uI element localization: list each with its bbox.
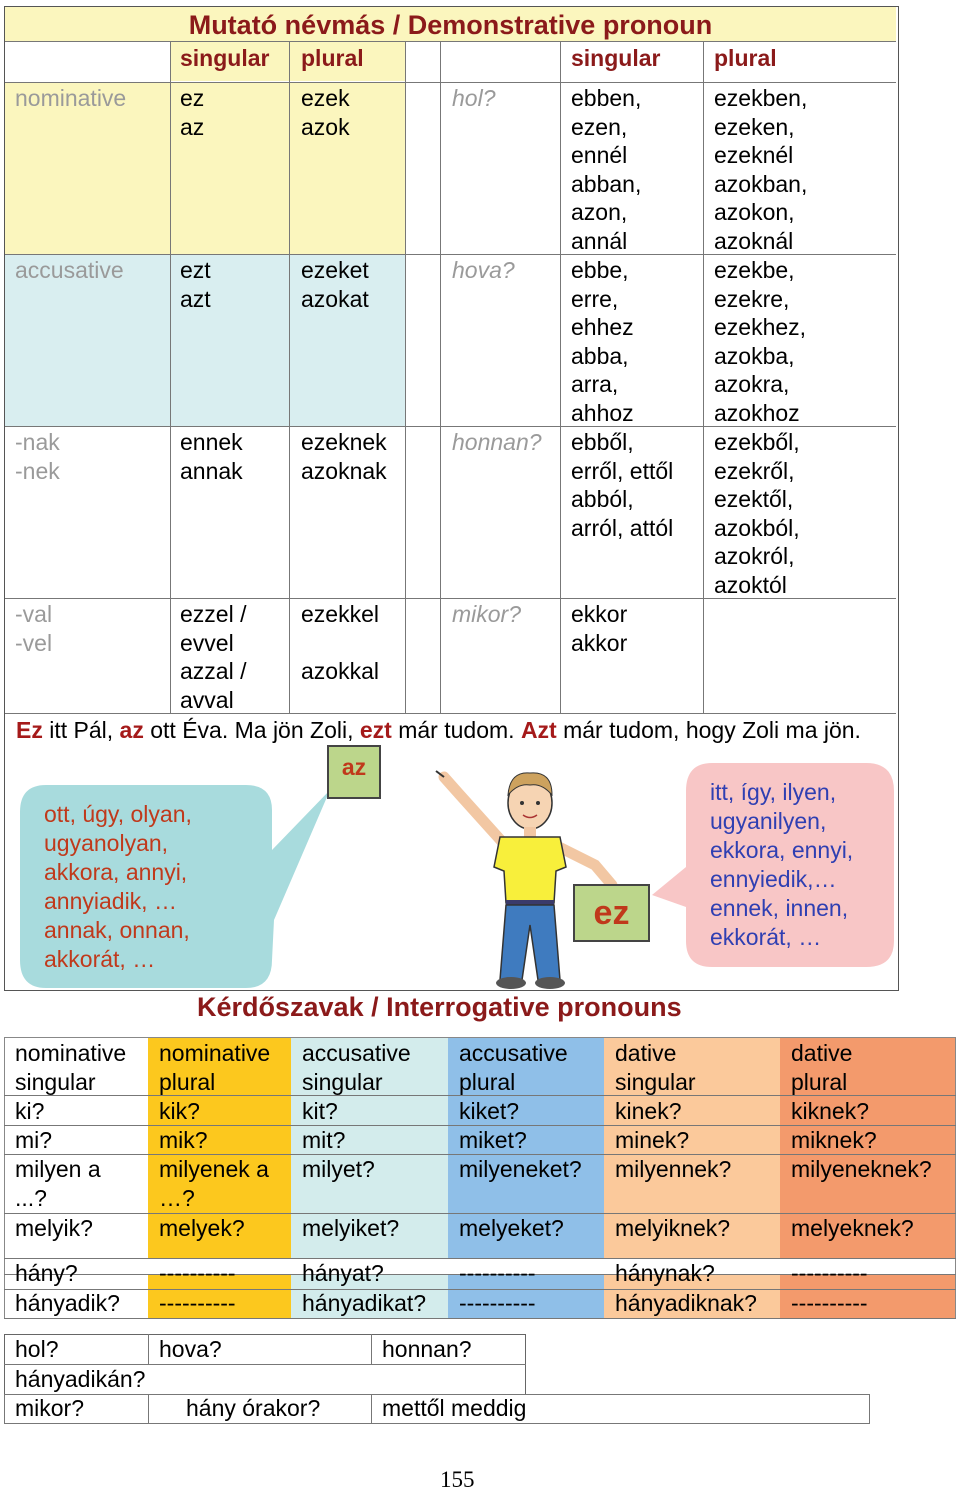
cell-milyennek: milyennek? [615,1156,732,1182]
col-header-nominative-plural: nominative plural [159,1040,271,1095]
place-time-table [4,1334,869,1424]
adverb-plural-hova: ezekbe, ezekre, ezekhez, azokba, azokra, azokhoz [714,257,807,426]
adverb-singular-mikor: ekkor akkor [571,601,628,656]
ez-tag-label: ez [593,894,630,932]
interrogative-title: Kérdőszavak / Interrogative pronouns [197,992,682,1022]
cell-hany-dat-plural: ---------- [791,1260,868,1286]
case-nak-nek: -nak -nek [15,429,60,484]
cell-kinek: kinek? [615,1098,682,1124]
az-tag [327,745,381,799]
case-nominative: nominative [15,85,127,111]
case-accusative: accusative [15,257,124,283]
cell-hanynak: hánynak? [615,1260,715,1286]
cell-milyeneket: milyeneket? [459,1156,582,1182]
val-singular: ezzel / evvel azzal / avval [180,601,247,713]
header-plural: plural [301,45,364,71]
example-text-3: már tudom. [391,717,521,743]
cell-melyiket: melyiket? [302,1215,400,1241]
cell-hany-acc-plural: ---------- [459,1260,536,1286]
example-word-az: az [119,717,144,743]
case-val-vel: -val -vel [15,601,53,656]
nominative-singular: ez az [180,85,205,140]
ez-tag [573,884,650,942]
extra-hanyadikan: hányadikán? [15,1366,146,1392]
cell-milyen: milyen a ...? [15,1156,101,1211]
cell-kit: kit? [302,1098,338,1124]
example-text-1: itt Pál, [42,717,120,743]
col-header-nominative-singular: nominative singular [15,1040,127,1095]
extra-hova: hova? [159,1336,222,1362]
cell-hanyadiknak: hányadiknak? [615,1290,757,1316]
cell-kiket: kiket? [459,1098,520,1124]
cell-mit: mit? [302,1127,346,1153]
example-sentence [16,716,861,744]
adverb-singular-honnan: ebből, erről, ettől abból, arról, attól [571,429,674,541]
interrogative-table [4,1037,956,1319]
cell-milyenek: milyenek a …? [159,1156,269,1211]
question-mikor: mikor? [452,601,522,627]
cell-melyiknek: melyiknek? [615,1215,731,1241]
cell-minek: minek? [615,1127,690,1153]
az-tag-label: az [341,754,367,780]
example-text-4: már tudom, hogy Zoli ma jön. [556,717,861,743]
accusative-plural: ezeket azokat [301,257,369,312]
col-header-accusative-singular: accusative singular [302,1040,411,1095]
cell-kik: kik? [159,1098,200,1124]
demonstrative-title: Mutató névmás / Demonstrative pronoun [188,10,713,40]
extra-mettol-meddig: mettől meddig [382,1395,527,1421]
example-text-2: ott Éva. Ma jön Zoli, [143,717,360,743]
cell-hanyadik-acc-plural: ---------- [459,1290,536,1316]
col-header-dative-plural: dative plural [791,1040,853,1095]
adverb-singular-hova: ebbe, erre, ehhez abba, arra, ahhoz [571,257,634,426]
question-honnan: honnan? [452,429,542,455]
nominative-plural: ezek azok [301,85,350,140]
accusative-singular: ezt azt [180,257,211,312]
cell-hany-plural: ---------- [159,1260,236,1286]
nak-singular: ennek annak [180,429,243,484]
col-header-accusative-plural: accusative plural [459,1040,568,1095]
cell-hanyadik-dat-plural: ---------- [791,1290,868,1316]
cell-ki: ki? [15,1098,45,1124]
cell-melyeknek: melyeknek? [791,1215,914,1241]
cell-melyeket: melyeket? [459,1215,564,1241]
adverb-plural-honnan: ezekből, ezekről, ezektől, azokból, azokról, azoktól [714,429,800,598]
example-word-azt: Azt [520,717,557,743]
example-word-ez: Ez [16,717,43,743]
cell-hany: hány? [15,1260,78,1286]
cell-milyet: milyet? [302,1156,375,1182]
col-header-dative-singular: dative singular [615,1040,696,1095]
cell-kiknek: kiknek? [791,1098,869,1124]
extra-mikor: mikor? [15,1395,85,1421]
header-singular: singular [180,45,270,71]
cell-miket: miket? [459,1127,527,1153]
cell-hanyadikat: hányadikat? [302,1290,427,1316]
question-hova: hova? [452,257,515,283]
left-bubble-text: ott, úgy, olyan, ugyanolyan, akkora, annyi, annyiadik, … annak, onnan, akkorát, … [44,801,192,972]
cell-milyeneknek: milyeneknek? [791,1156,932,1182]
adverb-plural-hol: ezekben, ezeken, ezeknél azokban, azokon, azoknál [714,85,808,254]
page-number: 155 [440,1467,475,1492]
cell-hanyat: hányat? [302,1260,384,1286]
val-plural: ezekkel azokkal [301,601,379,685]
header-plural-adverb: plural [714,45,777,71]
right-bubble-text: itt, így, ilyen, ugyanilyen, ekkora, ennyi, ennyiedik,… ennek, innen, ekkorát, … [710,779,854,950]
extra-honnan: honnan? [382,1336,472,1362]
header-singular-adverb: singular [571,45,661,71]
cell-hanyadik-plural: ---------- [159,1290,236,1316]
extra-hany-orakor: hány órakor? [186,1395,321,1421]
boy-illustration [430,755,630,990]
extra-hol: hol? [15,1336,59,1362]
cell-hanyadik: hányadik? [15,1290,120,1316]
adverb-singular-hol: ebben, ezen, ennél abban, azon, annál [571,85,642,254]
cell-miknek: miknek? [791,1127,877,1153]
cell-melyek: melyek? [159,1215,245,1241]
cell-melyik: melyik? [15,1215,93,1241]
cell-mi: mi? [15,1127,53,1153]
question-hol: hol? [452,85,496,111]
example-word-ezt: ezt [359,717,392,743]
nak-plural: ezeknek azoknak [301,429,387,484]
cell-mik: mik? [159,1127,208,1153]
